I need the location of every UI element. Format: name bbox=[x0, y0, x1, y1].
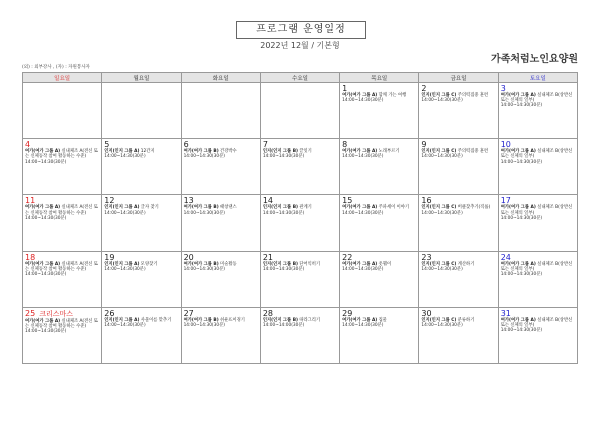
activity-name: 주의력집중 훈련 bbox=[456, 149, 489, 155]
day-number-text: 3 bbox=[500, 84, 506, 93]
activity-name: 실내체조 B(상반신 또는 신체의 일부) bbox=[500, 93, 573, 104]
calendar-day-cell bbox=[498, 307, 577, 363]
day-number bbox=[25, 140, 99, 149]
activity-name: 계산하기 bbox=[456, 261, 475, 267]
day-number bbox=[184, 140, 258, 149]
activity-time: 14:00~14:30(30분) bbox=[25, 271, 67, 277]
activity-group: 인지(인지 그룹 B) bbox=[262, 149, 298, 155]
day-number-text: 28 bbox=[262, 308, 274, 318]
activity-group: 인지(인지 그룹 C) bbox=[421, 261, 457, 267]
calendar-day-cell bbox=[260, 251, 339, 307]
activity-name: 쉬운뜨이경기 bbox=[218, 317, 245, 323]
day-number bbox=[104, 309, 178, 318]
activity-name: 모양찾기 bbox=[139, 261, 158, 267]
day-number bbox=[263, 309, 337, 318]
activity-group: 여가(여가 그룹 A) bbox=[342, 149, 378, 155]
activity-time: 14:00~14:30(30분) bbox=[25, 215, 67, 221]
calendar-day-cell bbox=[419, 83, 498, 139]
activity-time: 14:00~14:30(30분) bbox=[500, 103, 543, 109]
day-number bbox=[501, 253, 575, 262]
activity-time: 14:00~14:30(30분) bbox=[104, 154, 146, 160]
calendar-day-cell bbox=[181, 139, 260, 195]
day-number-text: 27 bbox=[183, 308, 194, 318]
calendar-day-cell bbox=[498, 139, 577, 195]
activity-group: 인지(인지 그룹 C) bbox=[421, 149, 457, 155]
activity-name: 함께 가는 여행 bbox=[377, 93, 407, 98]
activity-time: 14:00~14:30(30분) bbox=[342, 210, 384, 216]
activity-time: 14:00~14:30(30분) bbox=[104, 266, 146, 272]
activity-time: 14:00~14:30(30분) bbox=[421, 210, 463, 216]
activity-group: 여가(여가 그룹 B) bbox=[183, 149, 219, 155]
calendar-day-cell bbox=[181, 251, 260, 307]
activity-entry bbox=[501, 205, 575, 215]
activity-name: 끝잇기 bbox=[297, 149, 312, 155]
activity-name: 실내체조 A(전신 또는 신체동작 참여 활동하는 수준) bbox=[25, 261, 98, 272]
activity-time: 14:00~14:30(30분) bbox=[25, 159, 67, 165]
calendar-day-cell bbox=[498, 251, 577, 307]
activity-entry bbox=[501, 93, 575, 103]
day-number bbox=[342, 309, 416, 318]
day-number bbox=[342, 84, 416, 93]
activity-name: 때창댄스 bbox=[218, 205, 237, 211]
activity-time: 14:00~14:30(30분) bbox=[500, 271, 543, 277]
activity-group: 인지(인지 그룹 B) bbox=[262, 205, 298, 211]
activity-name: 버클찾추기(직률) bbox=[456, 205, 491, 211]
activity-time: 14:00~14:30(30분) bbox=[421, 322, 463, 328]
activity-name: 12간지 bbox=[139, 149, 155, 155]
calendar-day-cell bbox=[419, 139, 498, 195]
day-number bbox=[184, 309, 258, 318]
day-number-text: 20 bbox=[183, 252, 194, 262]
day-number bbox=[25, 309, 99, 319]
day-number-text: 2 bbox=[421, 84, 427, 93]
calendar-week-row bbox=[23, 195, 578, 251]
day-number bbox=[104, 140, 178, 149]
activity-name: 실내체조 A(전신 또는 신체동작 참여 활동하는 수준) bbox=[25, 205, 98, 216]
calendar-day-cell bbox=[23, 307, 102, 363]
day-number-text: 9 bbox=[421, 140, 427, 150]
activity-name: 주의력집중 훈련 bbox=[456, 93, 489, 98]
activity-group: 여가(여가 그룹 B) bbox=[183, 205, 219, 211]
activity-group: 인지(인지 그룹 A) bbox=[104, 205, 140, 211]
activity-name: 사물이름 맞추기 bbox=[139, 317, 172, 323]
activity-entry bbox=[25, 262, 99, 272]
day-number bbox=[263, 253, 337, 262]
calendar-body bbox=[23, 83, 578, 364]
day-number-text: 26 bbox=[104, 308, 115, 318]
weekday-header: 수요일 bbox=[260, 73, 339, 83]
activity-group: 여가(여가 그룹 A) bbox=[342, 317, 378, 323]
calendar-day-cell bbox=[23, 83, 102, 139]
day-number-text: 1 bbox=[342, 84, 348, 93]
calendar-day-cell bbox=[260, 195, 339, 251]
activity-time: 14:00~14:30(30분) bbox=[183, 154, 225, 160]
activity-group: 인지(인지 그룹 A) bbox=[104, 149, 140, 155]
calendar-day-cell bbox=[340, 195, 419, 251]
calendar-day-cell bbox=[23, 139, 102, 195]
activity-group: 여가(여가 그룹 A) bbox=[342, 205, 378, 211]
day-number-text: 7 bbox=[262, 140, 268, 150]
calendar-day-cell bbox=[23, 195, 102, 251]
day-number bbox=[421, 253, 495, 262]
activity-group: 여가(여가 그룹 A) bbox=[500, 205, 536, 211]
legend-note: (외) : 외부강사 , (자) : 자원봉사자 bbox=[22, 65, 90, 70]
calendar-table bbox=[22, 72, 578, 364]
day-number bbox=[421, 84, 495, 93]
activity-entry bbox=[25, 205, 99, 215]
calendar-day-cell bbox=[102, 307, 181, 363]
calendar-week-row bbox=[23, 307, 578, 363]
day-number-text: 13 bbox=[183, 196, 194, 206]
activity-name: 옷웰이 bbox=[377, 261, 392, 267]
activity-entry bbox=[501, 318, 575, 328]
activity-entry bbox=[25, 319, 99, 329]
activity-time: 14:00~14:30(30분) bbox=[342, 98, 384, 104]
activity-group: 인지(인지 그룹 B) bbox=[262, 317, 298, 323]
activity-group: 인지(인지 그룹 B) bbox=[262, 261, 298, 267]
activity-time: 14:00~14:30(30분) bbox=[421, 266, 463, 272]
activity-group: 여가(여가 그룹 A) bbox=[25, 149, 61, 155]
day-number-text: 25 bbox=[25, 308, 36, 318]
day-number bbox=[421, 309, 495, 318]
calendar-day-cell bbox=[419, 307, 498, 363]
weekday-header: 토요일 bbox=[498, 73, 577, 83]
activity-time: 14:00~14:00(30분) bbox=[262, 322, 305, 328]
activity-group: 인지(인지 그룹 C) bbox=[421, 317, 457, 323]
day-number bbox=[342, 253, 416, 262]
day-number-text: 21 bbox=[262, 252, 274, 262]
activity-name: 건강박수 bbox=[218, 149, 237, 155]
weekday-header-row bbox=[23, 73, 578, 83]
calendar-day-cell bbox=[340, 83, 419, 139]
activity-time: 14:00~14:30(30분) bbox=[342, 154, 384, 160]
activity-name: 집물 bbox=[377, 317, 387, 323]
activity-time: 14:00~14:30(30분) bbox=[104, 210, 146, 216]
activity-name: 관계기 bbox=[297, 205, 312, 211]
calendar-day-cell bbox=[340, 251, 419, 307]
day-number-text: 29 bbox=[342, 308, 353, 318]
activity-time: 14:00~14:30(30분) bbox=[421, 154, 463, 160]
calendar-day-cell bbox=[181, 195, 260, 251]
activity-group: 여가(여가 그룹 A) bbox=[500, 149, 536, 155]
activity-group: 여가(여가 그룹 A) bbox=[500, 261, 536, 267]
activity-group: 여가(여가 그룹 A) bbox=[342, 93, 378, 98]
day-number-text: 30 bbox=[421, 308, 432, 318]
calendar-day-cell bbox=[102, 139, 181, 195]
weekday-header: 일요일 bbox=[23, 73, 102, 83]
activity-time: 14:00~14:30(30분) bbox=[183, 210, 225, 216]
activity-name: 실내체조 B(상반신 또는 신체의 일부) bbox=[500, 261, 573, 272]
day-number-text: 8 bbox=[342, 140, 348, 150]
day-number-text: 18 bbox=[25, 252, 36, 262]
day-number-text: 6 bbox=[183, 140, 189, 150]
activity-time: 14:00~14:30(30분) bbox=[262, 266, 305, 272]
day-number bbox=[184, 253, 258, 262]
activity-entry bbox=[501, 262, 575, 272]
calendar-day-cell bbox=[419, 251, 498, 307]
activity-group: 인지(인지 그룹 A) bbox=[104, 317, 140, 323]
activity-time: 14:00~14:30(30분) bbox=[183, 322, 225, 328]
activity-name: 글자 찾기 bbox=[139, 205, 159, 211]
calendar-day-cell bbox=[419, 195, 498, 251]
activity-name: 분류하기 bbox=[456, 317, 475, 323]
activity-entry bbox=[342, 205, 416, 210]
calendar-day-cell bbox=[102, 251, 181, 307]
activity-entry bbox=[25, 149, 99, 159]
page-title: 프로그램 운영일정 bbox=[236, 21, 366, 39]
activity-group: 인지(인지 그룹 A) bbox=[104, 261, 140, 267]
activity-entry bbox=[421, 205, 495, 210]
activity-time: 14:00~14:30(30분) bbox=[25, 329, 67, 335]
calendar-day-cell bbox=[23, 251, 102, 307]
activity-time: 14:00~14:30(30분) bbox=[500, 159, 543, 165]
calendar-week-row bbox=[23, 139, 578, 195]
calendar-day-cell bbox=[102, 83, 181, 139]
activity-time: 14:00~14:30(30분) bbox=[421, 98, 463, 104]
activity-name: 실내체조 B(상반신 또는 신체의 일부) bbox=[500, 149, 573, 160]
day-number-text: 4 bbox=[25, 140, 31, 150]
activity-group: 여가(여가 그룹 A) bbox=[25, 205, 61, 211]
activity-time: 14:00~14:30(30분) bbox=[262, 210, 305, 216]
day-number bbox=[342, 140, 416, 149]
activity-entry bbox=[501, 149, 575, 159]
calendar-day-cell bbox=[260, 83, 339, 139]
activity-time: 14:00~14:30(30분) bbox=[183, 266, 225, 272]
activity-name: 단어익히기 bbox=[297, 261, 321, 267]
calendar-week-row bbox=[23, 83, 578, 139]
activity-name: 실내체조 B(상반신 또는 신체의 일부) bbox=[500, 317, 573, 328]
activity-time: 14:00~14:30(30분) bbox=[104, 322, 146, 328]
day-number bbox=[263, 140, 337, 149]
calendar-week-row bbox=[23, 251, 578, 307]
day-number-text: 11 bbox=[25, 196, 36, 206]
activity-group: 여가(여가 그룹 A) bbox=[342, 261, 378, 267]
day-number bbox=[501, 140, 575, 149]
activity-group: 여가(여가 그룹 A) bbox=[500, 317, 536, 323]
weekday-header: 금요일 bbox=[419, 73, 498, 83]
calendar-day-cell bbox=[498, 83, 577, 139]
day-number-text: 5 bbox=[104, 140, 110, 150]
day-number-text: 24 bbox=[500, 252, 511, 262]
activity-name: 노래부르기 bbox=[377, 149, 400, 155]
activity-time: 14:00~14:30(30분) bbox=[500, 328, 543, 334]
calendar-day-cell bbox=[181, 83, 260, 139]
day-number-text: 17 bbox=[500, 196, 511, 206]
activity-group: 여가(여가 그룹 B) bbox=[183, 261, 219, 267]
calendar-day-cell bbox=[498, 195, 577, 251]
day-number bbox=[501, 84, 575, 93]
activity-time: 14:00~14:30(30분) bbox=[262, 154, 305, 160]
day-number-text: 14 bbox=[262, 196, 274, 206]
weekday-header: 목요일 bbox=[340, 73, 419, 83]
calendar-day-cell bbox=[260, 307, 339, 363]
day-number-text: 15 bbox=[342, 196, 353, 206]
organization-name: 가족처럼노인요양원 bbox=[491, 54, 578, 65]
activity-group: 여가(여가 그룹 A) bbox=[25, 261, 61, 267]
day-number bbox=[25, 253, 99, 262]
day-number bbox=[421, 140, 495, 149]
activity-time: 14:00~14:30(30분) bbox=[342, 266, 384, 272]
activity-name: 미술활동 bbox=[218, 261, 237, 267]
day-number-text: 23 bbox=[421, 252, 432, 262]
weekday-header: 월요일 bbox=[102, 73, 181, 83]
activity-name: 실내체조 B(상반신 또는 신체의 일부) bbox=[500, 205, 573, 216]
activity-name: 따라그리기 bbox=[297, 317, 321, 323]
activity-time: 14:00~14:30(30분) bbox=[342, 322, 384, 328]
activity-group: 여가(여가 그룹 A) bbox=[500, 93, 536, 98]
day-number-text: 22 bbox=[342, 252, 353, 262]
activity-group: 인지(인지 그룹 C) bbox=[421, 93, 457, 98]
calendar-day-cell bbox=[260, 139, 339, 195]
activity-name: 실내체조 A(전신 또는 신체동작 참여 활동하는 수준) bbox=[25, 318, 98, 329]
day-number-text: 10 bbox=[500, 140, 511, 150]
calendar-day-cell bbox=[181, 307, 260, 363]
activity-name: 주파세이 이야기 bbox=[377, 205, 410, 211]
page-subtitle: 2022년 12월 / 기본형 bbox=[260, 41, 340, 50]
day-number bbox=[104, 253, 178, 262]
day-number bbox=[501, 309, 575, 318]
activity-group: 인지(인지 그룹 C) bbox=[421, 205, 457, 211]
day-number-text: 19 bbox=[104, 252, 115, 262]
activity-group: 여가(여가 그룹 A) bbox=[25, 318, 61, 324]
activity-name: 실내체조 A(전신 또는 신체동작 참여 활동하는 수준) bbox=[25, 149, 98, 160]
activity-time: 14:00~14:30(30분) bbox=[500, 215, 543, 221]
weekday-header: 화요일 bbox=[181, 73, 260, 83]
holiday-label: 크리스마스 bbox=[39, 309, 73, 318]
day-number-text: 16 bbox=[421, 196, 432, 206]
calendar-day-cell bbox=[102, 195, 181, 251]
day-number-text: 12 bbox=[104, 196, 115, 206]
activity-group: 여가(여가 그룹 B) bbox=[183, 317, 219, 323]
calendar-day-cell bbox=[340, 307, 419, 363]
day-number-text: 31 bbox=[500, 308, 511, 318]
calendar-day-cell bbox=[340, 139, 419, 195]
